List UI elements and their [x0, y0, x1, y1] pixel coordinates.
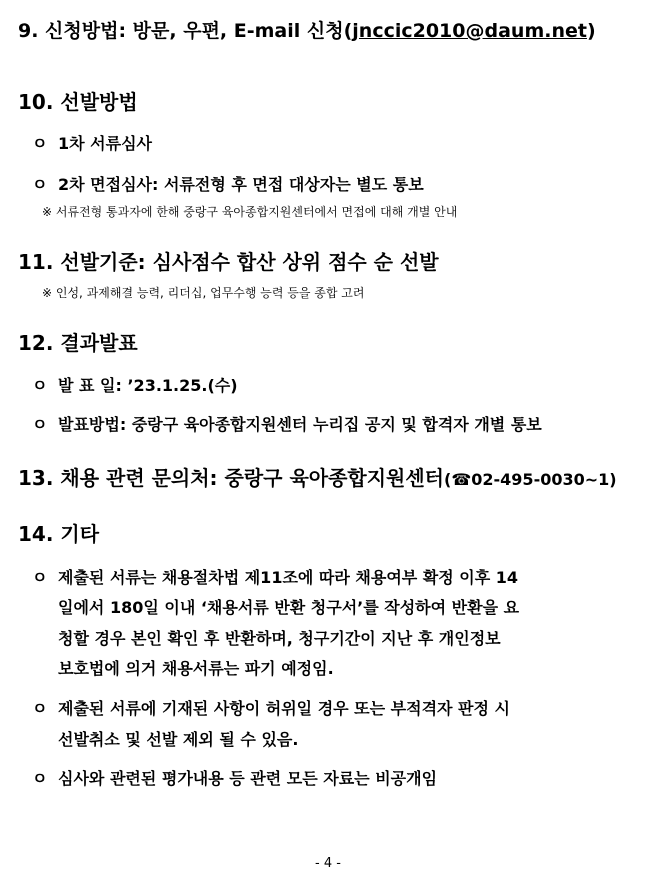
email-link[interactable]: jnccic2010@daum.net [352, 20, 587, 42]
section-10-heading: 10. 선발방법 [18, 90, 138, 114]
section-12-item-1: 발 표 일: ’23.1.25.(수) [58, 376, 238, 395]
bullet-icon: ㅇ [32, 769, 48, 788]
section-10-item-1: 1차 서류심사 [58, 134, 152, 153]
section-14-heading: 14. 기타 [18, 522, 100, 546]
section-9-heading [18, 16, 596, 43]
section-12-heading: 12. 결과발표 [18, 331, 138, 355]
bullet-icon: ㅇ [32, 415, 48, 434]
section-14-item-2-line-1: 제출된 서류에 기재된 사항이 허위일 경우 또는 부적격자 판정 시 [58, 699, 510, 718]
bullet-icon: ㅇ [32, 568, 48, 587]
page-number: - 4 - [315, 856, 341, 871]
section-9-label: 9. 신청방법: 방문, 우편, E-mail 신청( [18, 20, 353, 42]
bullet-icon: ㅇ [32, 175, 48, 194]
section-14-item-1-line-2: 일에서 180일 이내 ‘채용서류 반환 청구서’를 작성하여 반환을 요 [58, 598, 520, 617]
section-13-phone: (☎02-495-0030~1) [444, 470, 617, 489]
section-14-item-2-line-2: 선발취소 및 선발 제외 될 수 있음. [58, 730, 299, 749]
section-9-close: ) [586, 20, 596, 42]
section-11-note: ※ 인성, 과제해결 능력, 리더십, 업무수행 능력 등을 종합 고려 [42, 286, 365, 300]
bullet-icon: ㅇ [32, 134, 48, 153]
section-13-heading [18, 462, 617, 491]
section-14-item-1-line-3: 청할 경우 본인 확인 후 반환하며, 청구기간이 지난 후 개인정보 [58, 629, 501, 648]
section-12-item-2: 발표방법: 중랑구 육아종합지원센터 누리집 공지 및 합격자 개별 통보 [58, 415, 542, 434]
section-11-heading: 11. 선발기준: 심사점수 합산 상위 점수 순 선발 [18, 250, 439, 274]
section-14-item-1-line-1: 제출된 서류는 채용절차법 제11조에 따라 채용여부 확정 이후 14 [58, 568, 519, 587]
section-10-note: ※ 서류전형 통과자에 한해 중랑구 육아종합지원센터에서 면접에 대해 개별 안내 [42, 205, 458, 219]
section-13-label: 13. 채용 관련 문의처: 중랑구 육아종합지원센터 [18, 466, 445, 490]
section-14-item-1-line-4: 보호법에 의거 채용서류는 파기 예정임. [58, 659, 334, 678]
bullet-icon: ㅇ [32, 699, 48, 718]
section-14-item-3: 심사와 관련된 평가내용 등 관련 모든 자료는 비공개임 [58, 769, 438, 788]
section-10-item-2: 2차 면접심사: 서류전형 후 면접 대상자는 별도 통보 [58, 175, 424, 194]
bullet-icon: ㅇ [32, 376, 48, 395]
